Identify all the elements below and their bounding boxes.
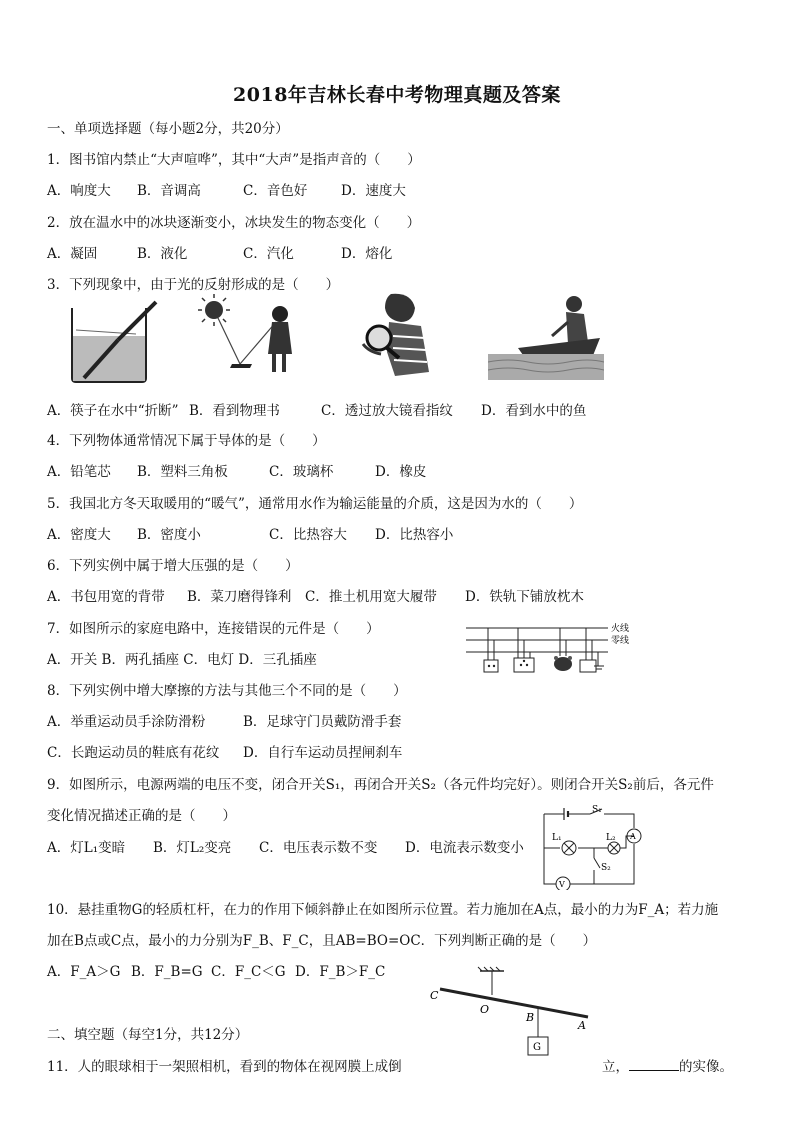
- q10-option-b[interactable]: B．F_B=G: [131, 964, 203, 980]
- q5-option-a[interactable]: A．密度大: [47, 527, 111, 543]
- q4-option-c[interactable]: C．玻璃杯: [269, 464, 334, 480]
- q10-option-d[interactable]: D．F_B＞F_C: [295, 964, 386, 980]
- q2-option-a[interactable]: A．凝固: [47, 246, 98, 262]
- q2-option-b[interactable]: B．液化: [137, 246, 188, 262]
- q10-option-c[interactable]: C．F_C＜G: [211, 964, 286, 980]
- q4-option-b[interactable]: B．塑料三角板: [137, 464, 228, 480]
- question-1-stem: 1．图书馆内禁止“大声喧哗”，其中“大声”是指声音的（ ）: [47, 152, 421, 168]
- q1-option-a[interactable]: A．响度大: [47, 183, 111, 199]
- household-circuit-figure: [466, 620, 646, 680]
- question-3-options: [47, 402, 586, 420]
- question-8-stem: 8．下列实例中增大摩擦的方法与其他三个不同的是（ ）: [47, 683, 407, 699]
- magnifier-man-figure: [355, 292, 435, 384]
- q9-option-d[interactable]: D．电流表示数变小: [405, 840, 524, 856]
- question-7-stem: 7．如图所示的家庭电路中，连接错误的元件是（ ）: [47, 621, 380, 637]
- q2-option-c[interactable]: C．汽化: [243, 246, 294, 262]
- switch-s2-label: S₂: [601, 863, 611, 873]
- q9-option-b[interactable]: B．灯L₂变亮: [153, 840, 232, 856]
- q5-option-d[interactable]: D．比热容小: [375, 527, 454, 543]
- section-heading-1: 一、单项选择题（每小题2分，共20分）: [47, 121, 289, 137]
- question-9-stem-line2: 变化情况描述正确的是（ ）: [47, 808, 236, 824]
- q11-text-2: 立，: [602, 1059, 629, 1075]
- q6-option-d[interactable]: D．铁轨下铺放枕木: [465, 589, 584, 605]
- q9-option-c[interactable]: C．电压表示数不变: [259, 840, 378, 856]
- lever-point-a-label: A: [578, 1019, 586, 1032]
- q10-option-a[interactable]: A．F_A＞G: [47, 964, 121, 980]
- switch-s1-label: S₁: [592, 805, 602, 815]
- q9-option-a[interactable]: A．灯L₁变暗: [47, 840, 126, 856]
- question-3-stem: 3．下列现象中，由于光的反射形成的是（ ）: [47, 277, 340, 293]
- q6-option-a[interactable]: A．书包用宽的背带: [47, 589, 165, 605]
- question-2-options: [47, 245, 392, 263]
- question-8-options-row1: [47, 713, 401, 731]
- q3-option-c[interactable]: C．透过放大镜看指纹: [321, 403, 453, 419]
- question-1-options: [47, 182, 406, 200]
- question-5-stem: 5．我国北方冬天取暖用的“暖气”，通常用水作为输运能量的介质，这是因为水的（ ）: [47, 496, 583, 512]
- question-9-stem-line1: 9．如图所示，电源两端的电压不变，闭合开关S₁，再闭合开关S₂（各元件均完好）。则闭合开关S₂前后，各元件: [47, 777, 714, 793]
- q3-option-a[interactable]: A．筷子在水中“折断”: [47, 403, 179, 419]
- question-9-options: [47, 839, 524, 857]
- question-4-options: [47, 463, 426, 481]
- q5-option-c[interactable]: C．比热容大: [269, 527, 347, 543]
- q8-option-c[interactable]: C．长跑运动员的鞋底有花纹: [47, 745, 220, 761]
- fisherman-boat-figure: [488, 292, 604, 380]
- sun-book-girl-figure: [194, 292, 304, 382]
- voltmeter-label: V: [559, 880, 565, 889]
- question-4-stem: 4．下列物体通常情况下属于导体的是（ ）: [47, 433, 326, 449]
- question-8-options-row2: [47, 744, 402, 762]
- question-10-stem-line1: 10．悬挂重物G的轻质杠杆，在力的作用下倾斜静止在如图所示位置。若力施加在A点，最小的力为F_A；若力施: [47, 902, 719, 918]
- question-10-options: [47, 963, 385, 981]
- q3-option-d[interactable]: D．看到水中的鱼: [481, 403, 587, 419]
- beaker-chopstick-figure: [64, 300, 160, 386]
- question-6-stem: 6．下列实例中属于增大压强的是（ ）: [47, 558, 299, 574]
- question-11-stem-part1: 11．人的眼球相于一架照相机，看到的物体在视网膜上成倒: [47, 1059, 402, 1075]
- q6-option-b[interactable]: B．菜刀磨得锋利: [187, 589, 292, 605]
- page-title: 2018年吉林长春中考物理真题及答案: [233, 84, 561, 106]
- question-7-options[interactable]: A．开关 B．两孔插座 C．电灯 D．三孔插座: [47, 652, 317, 668]
- q5-option-b[interactable]: B．密度小: [137, 527, 201, 543]
- q4-option-a[interactable]: A．铅笔芯: [47, 464, 111, 480]
- q4-option-d[interactable]: D．橡皮: [375, 464, 427, 480]
- q8-option-a[interactable]: A．举重运动员手涂防滑粉: [47, 714, 206, 730]
- lamp-l2-label: L₂: [606, 833, 616, 843]
- circuit-diagram-q9: [538, 804, 648, 890]
- question-2-stem: 2．放在温水中的冰块逐渐变小，冰块发生的物态变化（ ）: [47, 215, 421, 231]
- q8-option-b[interactable]: B．足球守门员戴防滑手套: [243, 714, 402, 730]
- q2-option-d[interactable]: D．熔化: [341, 246, 393, 262]
- section-heading-2: 二、填空题（每空1分，共12分）: [47, 1027, 249, 1043]
- q8-option-d[interactable]: D．自行车运动员捏闸刹车: [243, 745, 403, 761]
- lever-point-b-label: B: [526, 1011, 535, 1024]
- q3-option-b[interactable]: B．看到物理书: [189, 403, 280, 419]
- q1-option-c[interactable]: C．音色好: [243, 183, 308, 199]
- ammeter-label: A: [630, 832, 636, 841]
- lamp-l1-label: L₁: [552, 833, 562, 843]
- lever-point-c-label: C: [430, 989, 439, 1002]
- question-6-options: [47, 588, 584, 606]
- weight-g-label: G: [533, 1042, 541, 1053]
- lever-figure: [428, 965, 598, 1059]
- q1-option-b[interactable]: B．音调高: [137, 183, 201, 199]
- q11-answer-blank[interactable]: [629, 1058, 679, 1071]
- question-5-options: [47, 526, 453, 544]
- lever-point-o-label: O: [480, 1003, 490, 1016]
- q11-text-3: 的实像。: [679, 1059, 733, 1075]
- q1-option-d[interactable]: D．速度大: [341, 183, 406, 199]
- neutral-wire-label: 零线: [611, 636, 630, 646]
- q6-option-c[interactable]: C．推土机用宽大履带: [305, 589, 437, 605]
- question-10-stem-line2: 加在B点或C点，最小的力分别为F_B、F_C，且AB=BO=OC．下列判断正确的是（ ）: [47, 933, 597, 949]
- live-wire-label: 火线: [611, 624, 630, 634]
- question-11-stem-tail: [602, 1058, 733, 1076]
